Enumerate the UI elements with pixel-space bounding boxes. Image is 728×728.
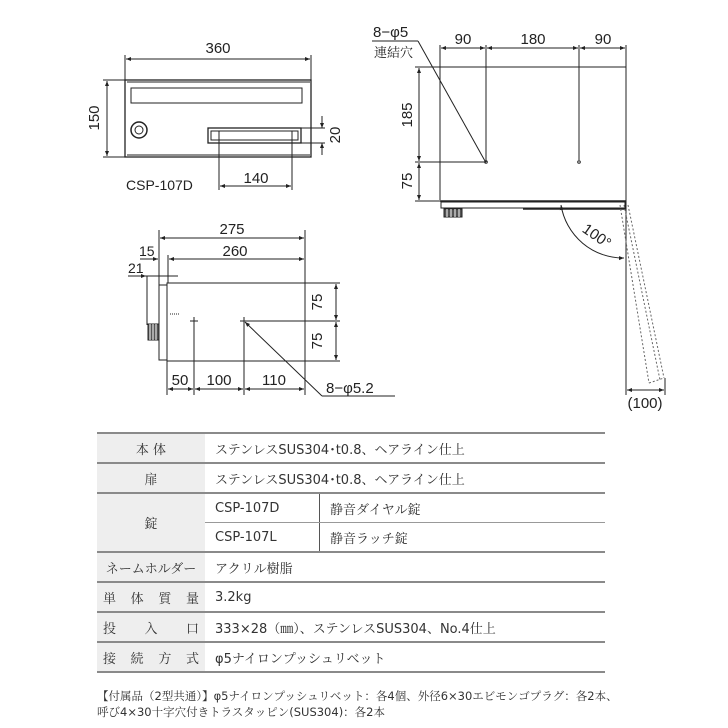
spec-row-body: [97, 433, 605, 463]
spec-value: ステンレスSUS304･t0.8、ヘアライン仕上: [205, 433, 605, 463]
spec-lock-model: CSP-107D: [205, 493, 320, 523]
dim-lower-half: 75: [309, 332, 326, 350]
dim-front-height: 150: [86, 105, 103, 131]
front-view: [103, 55, 325, 190]
spec-value: φ5ナイロンプッシュリベット: [205, 642, 605, 672]
spec-table: [97, 432, 605, 673]
spec-row-nameholder: [97, 552, 605, 582]
dim-hole-pitch: 100: [206, 372, 232, 389]
spec-label: 扉: [97, 463, 205, 493]
label-char: 入: [144, 621, 158, 637]
dim-body-depth: 260: [222, 243, 248, 260]
dim-slot-width: 140: [243, 170, 269, 187]
dim-top-middle: 180: [520, 31, 546, 48]
dim-hole-offset-1: 50: [171, 372, 189, 389]
label-char: 質: [158, 591, 172, 607]
spec-label: ネームホルダー: [97, 552, 205, 582]
dim-door-swing: (100): [627, 395, 663, 412]
dim-top-lower: 75: [399, 172, 416, 190]
spec-row-lock: [97, 493, 605, 523]
dim-top-left: 90: [454, 31, 472, 48]
dim-hole-offset-2: 110: [262, 372, 286, 389]
spec-lock-value: 静音ダイヤル錠: [320, 493, 606, 523]
spec-value: アクリル樹脂: [205, 552, 605, 582]
label-char: 体: [130, 591, 144, 607]
dim-dial-projection: 21: [128, 260, 144, 276]
spec-row-weight: [97, 582, 605, 612]
spec-label: [97, 642, 205, 672]
spec-lock-model: CSP-107L: [205, 523, 320, 553]
label-char: 単: [103, 591, 117, 607]
top-view: [372, 41, 665, 395]
hole-callout-side: 8−φ5.2: [326, 380, 374, 397]
dim-total-depth: 275: [219, 221, 245, 238]
dim-upper-half: 75: [309, 293, 326, 311]
dim-front-width: 360: [205, 40, 231, 57]
spec-label: [97, 612, 205, 642]
spec-value: 3.2kg: [205, 582, 605, 612]
dim-top-upper: 185: [399, 102, 416, 128]
door-angle: 100°: [578, 220, 615, 253]
spec-lock-value: 静音ラッチ錠: [320, 523, 606, 553]
hole-callout-note: 連結穴: [374, 46, 414, 61]
accessories-line-2: 呼び4×30十字穴付きトラスタッピン(SUS304)：各2本: [97, 705, 385, 719]
label-char: 接: [103, 651, 117, 667]
spec-label: 錠: [97, 493, 205, 552]
dim-slot-height: 20: [327, 126, 344, 144]
label-char: 式: [185, 651, 199, 667]
spec-value: ステンレスSUS304･t0.8、ヘアライン仕上: [205, 463, 605, 493]
spec-label: 本 体: [97, 433, 205, 463]
accessories-note: [97, 688, 717, 720]
spec-row-connection: [97, 642, 605, 672]
label-char: 量: [185, 591, 199, 607]
model-label-front: CSP-107D: [126, 177, 193, 193]
dim-top-right: 90: [594, 31, 612, 48]
spec-row-slot: [97, 612, 605, 642]
label-char: 方: [158, 651, 172, 667]
spec-row-door: [97, 463, 605, 493]
label-char: 続: [130, 651, 144, 667]
label-char: 投: [103, 621, 117, 637]
label-char: 口: [185, 621, 199, 637]
accessories-line-1: 【付属品（2型共通）】φ5ナイロンプッシュリベット：各4個、外径6×30エビモンゴプラグ：各2本、: [97, 689, 618, 703]
spec-label: [97, 582, 205, 612]
spec-value: 333×28（㎜）、ステンレスSUS304、No.4仕上: [205, 612, 605, 642]
dim-door-thickness: 15: [139, 243, 155, 259]
hole-callout-top: 8−φ5: [373, 24, 409, 41]
